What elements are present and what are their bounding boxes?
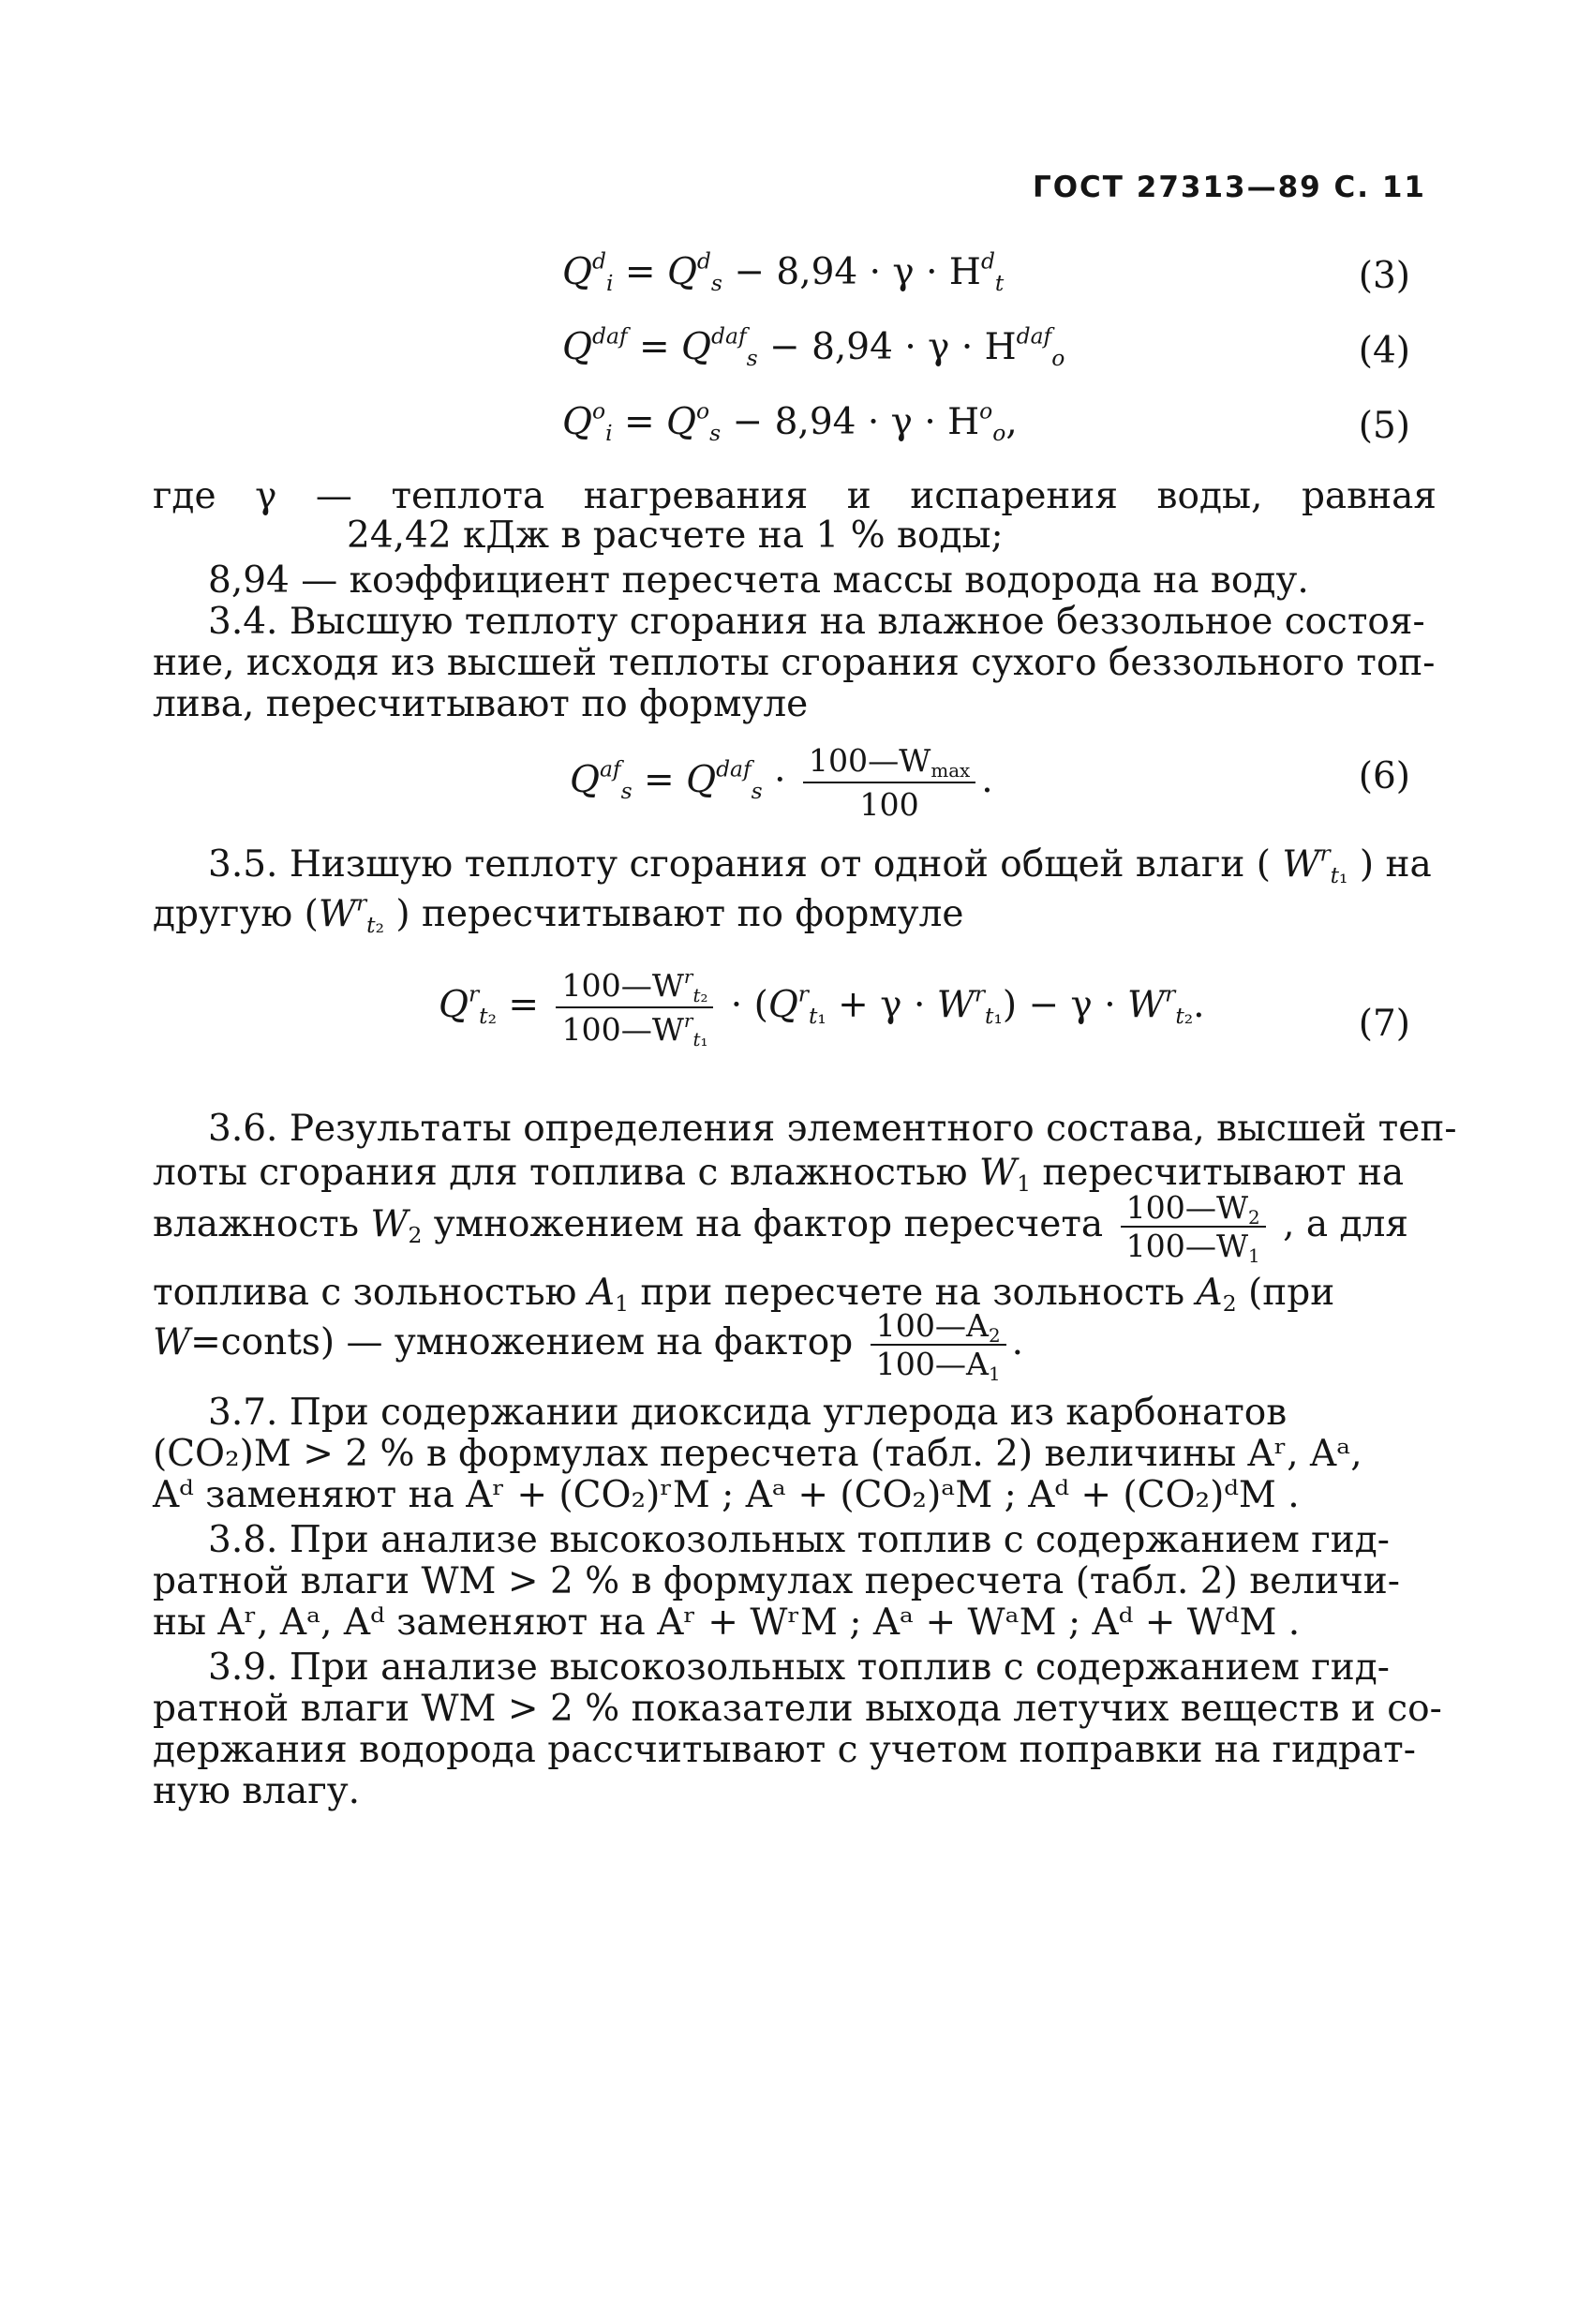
paragraph-3-5-line-2: другую ($W^r_{t_2}$ ) пересчитывают по формуле [153, 889, 964, 939]
definition-gamma-cont: 24,42 кДж в расчете на 1 % воды; [347, 514, 1004, 557]
equation-5: $Q^o_i = Q^o_s - 8,94 \cdot \gamma \cdot H^o_o$, [562, 397, 1018, 447]
paragraph-3-6-line-5: W=conts) — умножением на фактор $\frac{100—A_2}{100—A_1}$ . [153, 1307, 1024, 1386]
equation-number-6: (6) [1358, 755, 1410, 797]
definition-gamma-text: где γ — теплота нагревания и испарения воды, равная [153, 475, 1437, 517]
paragraph-3-8-line-2: ратной влаги WM > 2 % в формулах пересчета (табл. 2) величи- [153, 1560, 1400, 1602]
paragraph-3-6-line-3: влажность $W_2$ умножением на фактор пересчета $\frac{100—W_2}{100—W_1}$ , а для [153, 1189, 1408, 1268]
equation-6: $Q^{af}_s = Q^{daf}_s$ · $\frac{100—W_{max}}{100}$ . [570, 742, 993, 823]
equation-number-4: (4) [1358, 330, 1410, 372]
fraction-factor-w: $\frac{100—W_2}{100—W_1}$ [1121, 1192, 1266, 1261]
equation-number-3: (3) [1358, 255, 1410, 297]
equation-3: $Q^d_i = Q^d_s - 8,94 \cdot \gamma \cdot H^d_t$ [562, 247, 1005, 297]
definition-gamma [153, 475, 1437, 517]
equation-7: $Q^r_{t_2}$ = $\frac{100—W^r_{t_2}}{100—W^r_{t_1}}$ · $(Q^r_{t_1} + \gamma \cdot W^r_{t_1}) - \gamma \cdot W^r_{t_2}$. [439, 966, 1205, 1050]
equation-4: $Q^{daf} = Q^{daf}_s - 8,94 \cdot \gamma \cdot H^{daf}_o$ [562, 322, 1065, 372]
paragraph-3-9-line-2: ратной влаги WM > 2 % показатели выхода летучих веществ и со- [153, 1688, 1442, 1730]
paragraph-3-6-line-4: топлива с зольностью $A_1$ при пересчете на зольность $A_2$ (при [153, 1272, 1335, 1318]
paragraph-3-9-line-3: держания водорода рассчитывают с учетом поправки на гидрат- [153, 1729, 1416, 1771]
paragraph-3-4-line-2: ние, исходя из высшей теплоты сгорания сухого беззольного топ- [153, 642, 1436, 684]
paragraph-3-4-line-3: лива, пересчитывают по формуле [153, 683, 809, 725]
paragraph-3-8-line-3: ны Aʳ, Aᵃ, Aᵈ заменяют на Aʳ + WʳM ; Aᵃ + WᵃM ; Aᵈ + WᵈM . [153, 1601, 1301, 1644]
page-header: ГОСТ 27313—89 С. 11 [1032, 171, 1426, 204]
paragraph-3-6-line-1: 3.6. Результаты определения элементного состава, высшей теп- [208, 1108, 1457, 1150]
paragraph-3-5-line-1: 3.5. Низшую теплоту сгорания от одной общей влаги ( $W^r_{t_1}$ ) на [208, 840, 1432, 889]
fraction-eq7: $\frac{100—W^r_{t_2}}{100—W^r_{t_1}}$ [556, 967, 713, 1048]
fraction-factor-a: $\frac{100—A_2}{100—A_1}$ [871, 1310, 1006, 1379]
paragraph-3-7-line-2: (CO₂)M > 2 % в формулах пересчета (табл. 2) величины Aʳ, Aᵃ, [153, 1433, 1362, 1475]
definition-coefficient: 8,94 — коэффициент пересчета массы водорода на воду. [208, 559, 1309, 602]
paragraph-3-4-line-1: 3.4. Высшую теплоту сгорания на влажное беззольное состоя- [208, 601, 1425, 643]
paragraph-3-9-line-4: ную влагу. [153, 1770, 361, 1812]
fraction-eq6: $\frac{100—W_{max}}{100}$ [803, 742, 975, 823]
equation-number-5: (5) [1358, 405, 1410, 447]
paragraph-3-7-line-1: 3.7. При содержании диоксида углерода из карбонатов [208, 1392, 1288, 1434]
paragraph-3-7-line-3: Aᵈ заменяют на Aʳ + (CO₂)ʳM ; Aᵃ + (CO₂)ᵃM ; Aᵈ + (CO₂)ᵈM . [153, 1474, 1300, 1516]
equation-number-7: (7) [1358, 1003, 1410, 1045]
paragraph-3-8-line-1: 3.8. При анализе высокозольных топлив с содержанием гид- [208, 1519, 1390, 1561]
paragraph-3-9-line-1: 3.9. При анализе высокозольных топлив с содержанием гид- [208, 1646, 1390, 1689]
paragraph-3-6-line-2: лоты сгорания для топлива с влажностью $W_1$ пересчитывают на [153, 1152, 1405, 1198]
